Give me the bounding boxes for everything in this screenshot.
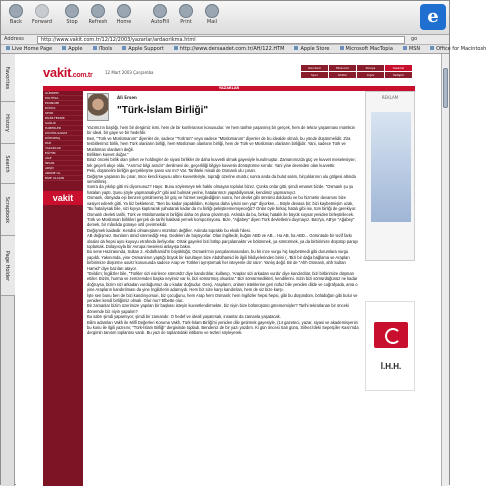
favorite-link[interactable]: Apple Support bbox=[117, 45, 164, 54]
menu-item[interactable]: EĞİTİM bbox=[43, 151, 83, 156]
explorer-sidebar bbox=[1, 54, 15, 486]
crescent-icon bbox=[374, 322, 408, 348]
paragraph: Değişmek kaidedir. Kendisi olmanışlarını mümkün değiller. Aslında toprakkı bu eksik hilesi. bbox=[87, 227, 251, 233]
menu-item[interactable]: AİLE bbox=[43, 156, 83, 161]
autofill-icon bbox=[153, 4, 167, 18]
tab-page-holder[interactable] bbox=[1, 236, 15, 296]
vakit-site bbox=[43, 64, 415, 486]
ad-image bbox=[371, 112, 411, 222]
advertisement[interactable] bbox=[365, 91, 415, 261]
nav-item[interactable]: Kültür bbox=[329, 72, 357, 78]
tab-history-label: History bbox=[4, 113, 10, 132]
left-logo[interactable]: vakit bbox=[43, 191, 83, 205]
scrollbar-thumb[interactable] bbox=[443, 68, 448, 108]
tab-scrapbook[interactable] bbox=[1, 184, 15, 236]
address-label: Address bbox=[4, 36, 24, 42]
right-column bbox=[365, 91, 415, 486]
site-logo[interactable] bbox=[43, 65, 92, 80]
paragraph: Bu sabrı şimdi yapamıyor, şimdi bir zamandır. O hedef ve ideali yaşatırsak, insanlar da zamanla yaşatacak. bbox=[87, 314, 281, 320]
paragraph: AB değişmez. Bunların ümid sönmediği Hep. Dedeleri de büyüyorlar. Olan İngiltedir, buğün ABD ve AB... Ha AB, ha ABD... Görüntüde bir tezif farkı olsalar da hepsi aynı kuyuyu etrafında ilerliyorlar. Ortak gayeleri bizi bölüp parçalamaktır ve bölünmek, ya sömürmek, ya da birbirimize düşürüp parayı toplamak. Dolayısıyla bir Avrupa meselesi anlayışa bakın. bbox=[87, 233, 359, 249]
stop-icon bbox=[65, 4, 79, 18]
printer-icon bbox=[179, 4, 193, 18]
menu-item[interactable]: GÜNDEM bbox=[43, 91, 83, 96]
favorite-link[interactable]: Live Home Page bbox=[1, 45, 52, 54]
go-button[interactable]: go bbox=[411, 36, 418, 42]
menu-item[interactable]: BİZE ULAŞIN bbox=[43, 176, 83, 181]
paragraph: Sonra da yıkılıp gitti mi diyorsunuz? Hayır. Bunu söylemeye tek hakkı olmayan toplulut bizez. Çünkü onlar gitti, şimdi emanet bizde. "Osmanlı şu şu hataları yaptı. Şunu şöyle yapmamalıydı" gibi asıl bulmak yerine, hatalarımızı yapabiliyorsak, kendimiz yapmamıyız. bbox=[87, 184, 354, 195]
nav-item[interactable]: Spor bbox=[301, 72, 329, 78]
menu-item[interactable]: DÜNYA bbox=[43, 106, 83, 111]
home-button[interactable]: Home bbox=[113, 4, 135, 25]
paragraph: Bu sene Haziranında, Sultan 2. Abdülhamid'in büyüklüğü, Osmanlı'nın parçalanmasından, bu bir ince vurgu hiç kaybetmedi gibi durumlara vurgu yapıldı. Yakınımda, yine Osmanlının yaptığı büyük bir kurultayın bize Abdülhamid ile ilgili hikâyelerinden birini (..'Bizi bir dağa bağlama ve Arapları birbirimize düşürme usulü' konusunda sadece Arap ve Türkleri ayrıştırmak her isteyenle diz süre'. Yanlış değil. Bir de "Ahh Osmanlı, ahh Sultan Hamid" diye bazıları atayor. bbox=[87, 249, 350, 271]
nav-item[interactable]: İletişim bbox=[385, 72, 413, 78]
author-photo bbox=[87, 93, 109, 121]
home-icon bbox=[117, 4, 131, 18]
paragraph: Değişme yaşanan bu çınar, önce kendi kuyusu altını kuvvetleriyle, toprağı üzerine oturdu; sonra anda da bulut salım, birçoklarının ulu gölgesi altında semirtilmiş. bbox=[87, 173, 356, 185]
menu-item[interactable]: İNSAN bbox=[43, 161, 83, 166]
nav-item[interactable]: Dünya bbox=[357, 65, 385, 71]
autofill-button[interactable]: AutoFill bbox=[149, 4, 171, 25]
refresh-button[interactable]: Refresh bbox=[87, 4, 109, 25]
browser-toolbar bbox=[1, 1, 449, 35]
menu-item[interactable]: RÖPORTAJ bbox=[43, 136, 83, 141]
menu-item[interactable]: YAZARLAR bbox=[43, 146, 83, 151]
tab-page-holder-label: Page Holder bbox=[4, 250, 10, 281]
paragraph: Bilim adamları Vakfı ile Millî Değerleri Koruma Vakfı, Türk-İslam Birliği'ni yeniden dile getirmek gayesiyle, (14 gazeteci, yazar, siyasi ve akademisyenin bu konu ile ilgili yazısını; "Türk-İslam Birliği" dergisinde topladı. Bendeniz de bir yazı yazdım. Ki gün öncesi Salı günü, Sirkeci'deki Sepetçiler Kasrı'nda dergimin tanıtım toplantısı vardı. Bu yazı ile toplantıdaki intibamı ve tezleri söyleyerek. bbox=[87, 319, 359, 336]
url-input[interactable]: http://www.vakit.com.tr/12/12/2003/yazarlar/ardaorikma.html bbox=[37, 36, 405, 44]
nav-item[interactable]: Gündem bbox=[301, 65, 329, 71]
ihh-label: İ.H.H. bbox=[380, 362, 402, 371]
address-bar bbox=[1, 35, 449, 45]
article-body bbox=[87, 125, 359, 336]
menu-item[interactable]: HABERLER bbox=[43, 126, 83, 131]
forward-button[interactable]: Forward bbox=[31, 4, 53, 25]
favorite-link[interactable]: Apple Store bbox=[289, 45, 329, 54]
tab-favorites-label: Favorites bbox=[4, 66, 10, 89]
favorite-link[interactable]: Apple bbox=[57, 45, 82, 54]
vertical-scrollbar[interactable] bbox=[441, 54, 449, 486]
menu-item[interactable]: BİLİM-TEKNİK bbox=[43, 116, 83, 121]
forward-arrow-icon bbox=[35, 4, 49, 18]
favorites-bar bbox=[1, 45, 487, 54]
left-menu bbox=[43, 91, 83, 486]
menu-item[interactable]: POLİTİKA bbox=[43, 96, 83, 101]
tab-scrapbook-label: Scrapbook bbox=[4, 196, 10, 223]
nav-item[interactable]: Ekonomi bbox=[329, 65, 357, 71]
menu-item[interactable]: EKONOMİ bbox=[43, 101, 83, 106]
paragraph: Yazımızın başlığı, hem bir dergimiz ismi, hem de bir konferansın konusudur. Ve hem tarihte yaşanmış bir gerçek, hem de tekrar yaşanması mümkün bir ideal, bir gaye ve bir hedefdir. bbox=[87, 125, 355, 136]
paragraph: Osmanlı, dünyada eşi benzeri görülmemiş bir güç ve hizmet sergilediğinin sonra, her devlet gibi ömrünü doldurdu ve bu hizmetin devamını bize vasiyet ederek gitti. Ya biz bekleteniz, "Ben bu kadar yapabildim, Kolaysa daha iyisini sen yap" diyorken,... Böyle devasa bir; bizi kaybetmişim uzak, "Bu hatalıysak bile, sizi kıyıya kaptırarak yahutarak kadar da mı birliği pekiştirememiyeceğiz? Onlar öyle birkaç hatalı gibi ise, tüm birliği de gerekiyor. bbox=[87, 195, 357, 212]
back-arrow-icon bbox=[9, 4, 23, 18]
refresh-icon bbox=[91, 4, 105, 18]
web-page bbox=[16, 54, 442, 486]
favorite-link[interactable]: http://www.dersaadet.com.tr/AH/122.HTM bbox=[169, 45, 285, 54]
favorite-link[interactable]: Office for Macintosh bbox=[425, 45, 486, 54]
paragraph: Osmanlı devleti tarihi, Türk ve Müslümanların birliğini daha ön plana çıkarmıştı. Aslında da bu, birkaç hatalık ile büyük soysat yeniden birleştirilecek. Türk ve Müslüman birlikleri gerçek de tarihi hakikati yemek kompozisyonu. Bize, "Ağabey" diyen Türk devletlerini duymayız. Batı'ya, AB'ye "Ağabey" demek, bir mânâda günaye ortil çevirmekdir. bbox=[87, 211, 355, 228]
paragraph: İşte sen bunu ben de bizi kandırıyorsun, biz çocuğunu, hem Arap hem Osmanlı; hem İngilizler hepsi hepsi, gibi bu düşündüm, bölüdüğün gibi bulur ve yeniden kendi birliğimiz olmalı. Olur mu? Elbette olur.. bbox=[87, 292, 358, 303]
tab-search[interactable] bbox=[1, 144, 15, 184]
paragraph: Birlikten kuvvet doğar." bbox=[87, 152, 129, 158]
site-header bbox=[43, 64, 415, 86]
logo-suffix: .com.tr bbox=[71, 72, 93, 79]
tab-search-label: Search bbox=[4, 154, 10, 173]
menu-item[interactable]: ABONE OL bbox=[43, 171, 83, 176]
menu-item[interactable]: ARŞİV bbox=[43, 166, 83, 171]
ihh-banner[interactable] bbox=[365, 301, 415, 391]
nav-item[interactable]: Arşiv bbox=[357, 72, 385, 78]
menu-item[interactable]: SAĞLIK bbox=[43, 121, 83, 126]
tab-history[interactable] bbox=[1, 102, 15, 144]
stop-button[interactable]: Stop bbox=[61, 4, 83, 25]
nav-item[interactable]: Yazarlar bbox=[385, 65, 413, 71]
section-bar: YAZARLAR bbox=[43, 86, 415, 91]
paragraph: Ben, "Türk ve Müslümanım" diyenler de, sadece "Türk'üm" veya sadece "Müslümanım" diyenler de bu idealde olmalı, bu yönde düşünmelidir. Zira tesbitlerimiz birlik, hem Türk olanların birliği, hem Müslüman olanların birliği, hem de Türk ve Müslüman olanların birliğidir. Yani, sadece Türk ve Müslüman olanların değil. bbox=[87, 135, 351, 152]
site-nav bbox=[301, 65, 415, 79]
logo-text: vakit bbox=[43, 65, 72, 80]
author-name: Ali Ersen bbox=[117, 95, 137, 100]
paragraph: Bir zamanlar bizim üzerimize yapılan bir başkası isteyin kuvvetlendirmekte, biz niyin bize bölünüşünü görememişler? Tarihi tekrarlanan bir önceki dönemde biz niyin yapalım? bbox=[87, 303, 349, 314]
favorite-link[interactable]: MSN bbox=[398, 45, 420, 54]
favorite-link[interactable]: Microsoft MacTopia bbox=[335, 45, 393, 54]
tab-favorites[interactable] bbox=[1, 54, 15, 102]
paragraph: "Evildim; İngilizler bile, "Türkler sizi esirlerce sömürdü' diye kandırdılar, kullanıp, 'Araplar sizi arkadan vurdu' diye kandırdılar, bizi birbirimize düşman ettiler. Bizim, hurma ve zemzemden başka neyimiz var ki, bizi sömürmüş olsunlar." Bizi sömürmedikleri, kendilerini. Sizin bizi sömürdüğünüz ne kadar doğruysa, bizim sizi arkadan vurduğumuz da o kadar doğrudur. Gerçi, Arapların, onların isteklerine geri nüfuz bile yeniden dilde ve coğrafyada, ama o yine Arapların kandırılması da yine İngilizlerin adamıydı. Hem biz size karşı kandırılan, hem de siz bize karşı. bbox=[87, 270, 358, 293]
print-button[interactable]: Print bbox=[175, 4, 197, 25]
back-button[interactable]: Back bbox=[5, 4, 27, 25]
menu-item[interactable]: SPOR bbox=[43, 111, 83, 116]
ad-label: REKLAM bbox=[381, 95, 399, 100]
paragraph: Biraz önceki birlik olan şirket ve holdingler de siyasi birlikler de daha kuvvetli olmak gayesiyle kurulmuştur. Zamanımızda güç ve kuvvet meselesiyse; tek geçerli akçe oldu. "Asrımız bilgi asrıdır" denilmesi de, geçerliliği bilgiye kuvvetin dönüştürme sırrıdır. Yani yine devreden olan kuvvettir. bbox=[87, 157, 356, 168]
menu-item[interactable]: DİZİ bbox=[43, 141, 83, 146]
mail-button[interactable]: Mail bbox=[201, 4, 223, 25]
paragraph: Peki, düşünelim birliğin gerçekleşme şansı var mı? Var. Tarihteki misali de Osmanlı ulu çınarı. bbox=[87, 168, 257, 174]
site-date: 12 Mart 2003 Çarşamba bbox=[105, 70, 154, 75]
menu-item[interactable]: KÜLTÜR-SANAT bbox=[43, 131, 83, 136]
favorite-link[interactable]: iTools bbox=[88, 45, 113, 54]
mail-icon bbox=[205, 4, 219, 18]
article-title: "Türk-İslam Birliği" bbox=[117, 105, 209, 116]
internet-explorer-logo-icon: e bbox=[420, 4, 446, 30]
